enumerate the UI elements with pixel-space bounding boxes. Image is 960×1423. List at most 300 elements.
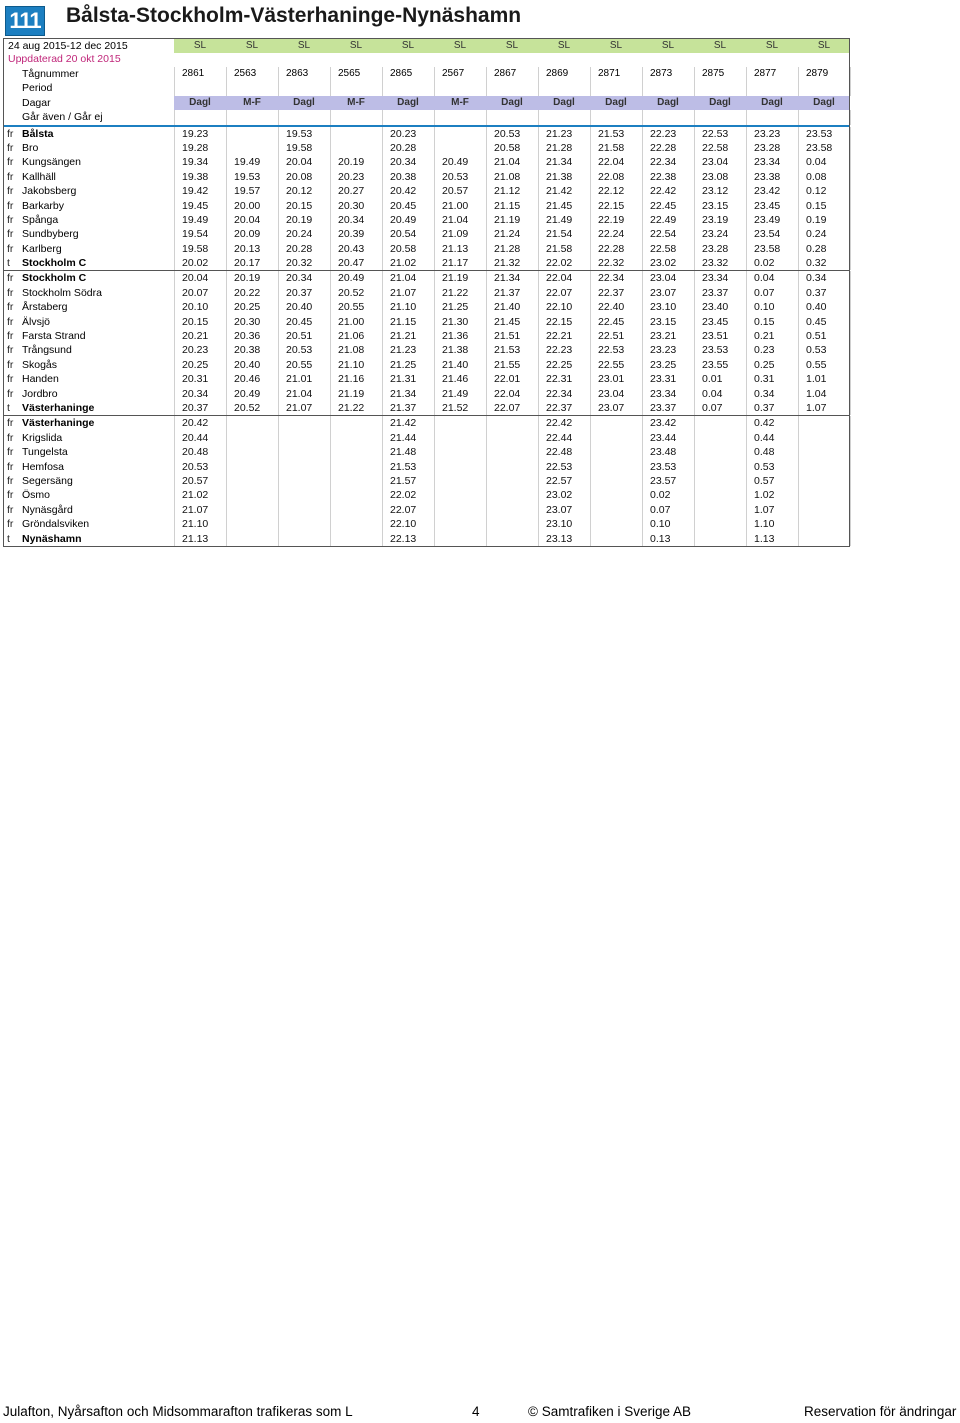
- train-number-row: [4, 67, 849, 81]
- column-divider: [330, 81, 331, 95]
- column-divider: [174, 110, 175, 124]
- column-divider: [538, 517, 539, 531]
- column-divider: [642, 81, 643, 95]
- column-divider: [850, 256, 851, 270]
- departure-time: 23.31: [650, 373, 677, 386]
- departure-time: 23.13: [546, 532, 573, 545]
- departure-time: 22.25: [546, 358, 573, 371]
- departure-time: 20.25: [234, 301, 261, 314]
- column-divider: [278, 532, 279, 546]
- column-divider: [174, 286, 175, 300]
- column-divider: [538, 503, 539, 517]
- column-divider: [538, 170, 539, 184]
- departure-time: 22.15: [598, 199, 625, 212]
- column-divider: [850, 460, 851, 474]
- arrival-departure-marker: fr: [7, 156, 14, 169]
- column-divider: [486, 460, 487, 474]
- departure-time: 20.39: [338, 228, 365, 241]
- arrival-departure-marker: fr: [7, 489, 14, 502]
- departure-time: 22.57: [546, 474, 573, 487]
- column-divider: [434, 141, 435, 155]
- departure-time: 0.53: [806, 344, 827, 357]
- station-row: [4, 532, 849, 546]
- departure-time: 21.58: [546, 242, 573, 255]
- column-divider: [694, 227, 695, 241]
- column-divider: [694, 329, 695, 343]
- departure-time: 23.15: [702, 199, 729, 212]
- departure-time: 0.44: [754, 431, 775, 444]
- departure-time: 1.04: [806, 387, 827, 400]
- column-divider: [746, 431, 747, 445]
- column-divider: [798, 488, 799, 502]
- departure-time: 19.57: [234, 185, 261, 198]
- station-name: Sundbyberg: [22, 228, 79, 241]
- operator-cell: SL: [817, 40, 831, 51]
- departure-time: 0.34: [806, 272, 827, 285]
- column-divider: [694, 199, 695, 213]
- column-divider: [694, 67, 695, 81]
- column-divider: [278, 286, 279, 300]
- column-divider: [486, 81, 487, 95]
- column-divider: [694, 372, 695, 386]
- period-label: Period: [22, 82, 53, 95]
- column-divider: [382, 227, 383, 241]
- departure-time: 23.04: [702, 156, 729, 169]
- departure-time: 22.32: [598, 257, 625, 270]
- column-divider: [174, 184, 175, 198]
- column-divider: [694, 343, 695, 357]
- column-divider: [174, 517, 175, 531]
- column-divider: [694, 271, 695, 285]
- departure-time: 0.13: [650, 532, 671, 545]
- departure-time: 20.38: [234, 344, 261, 357]
- departure-time: 0.32: [806, 257, 827, 270]
- departure-time: 23.02: [546, 489, 573, 502]
- departure-time: 22.45: [598, 315, 625, 328]
- column-divider: [278, 343, 279, 357]
- station-row: [4, 431, 849, 445]
- column-divider: [382, 127, 383, 141]
- departure-time: 0.28: [806, 242, 827, 255]
- arrival-departure-marker: fr: [7, 199, 14, 212]
- column-divider: [798, 358, 799, 372]
- column-divider: [538, 532, 539, 546]
- column-divider: [174, 387, 175, 401]
- departure-time: 21.55: [494, 358, 521, 371]
- column-divider: [798, 401, 799, 415]
- column-divider: [278, 242, 279, 256]
- arrival-departure-marker: fr: [7, 141, 14, 154]
- column-divider: [226, 242, 227, 256]
- column-divider: [798, 503, 799, 517]
- column-divider: [798, 460, 799, 474]
- train-number: 2867: [494, 68, 517, 79]
- column-divider: [278, 81, 279, 95]
- departure-time: 20.40: [286, 301, 313, 314]
- departure-time: 21.23: [546, 127, 573, 140]
- column-divider: [590, 532, 591, 546]
- train-number: 2871: [598, 68, 621, 79]
- departure-time: 21.53: [494, 344, 521, 357]
- operator-cell: SL: [765, 40, 779, 51]
- station-row: [4, 387, 849, 401]
- column-divider: [746, 199, 747, 213]
- column-divider: [174, 242, 175, 256]
- column-divider: [538, 460, 539, 474]
- days-cell: Dagl: [553, 96, 575, 108]
- column-divider: [174, 81, 175, 95]
- column-divider: [694, 155, 695, 169]
- departure-time: 0.12: [806, 185, 827, 198]
- column-divider: [694, 286, 695, 300]
- column-divider: [798, 300, 799, 314]
- column-divider: [278, 474, 279, 488]
- column-divider: [798, 170, 799, 184]
- departure-time: 0.10: [650, 518, 671, 531]
- departure-time: 23.19: [702, 213, 729, 226]
- column-divider: [486, 256, 487, 270]
- departure-time: 22.07: [546, 286, 573, 299]
- column-divider: [226, 503, 227, 517]
- departure-time: 21.31: [390, 373, 417, 386]
- departure-time: 21.10: [182, 518, 209, 531]
- column-divider: [174, 141, 175, 155]
- departure-time: 23.24: [702, 228, 729, 241]
- arrival-departure-marker: fr: [7, 474, 14, 487]
- arrival-departure-marker: fr: [7, 301, 14, 314]
- column-divider: [642, 401, 643, 415]
- column-divider: [382, 387, 383, 401]
- column-divider: [330, 358, 331, 372]
- departure-time: 23.10: [546, 518, 573, 531]
- departure-time: 20.49: [234, 387, 261, 400]
- column-divider: [226, 329, 227, 343]
- departure-time: 20.25: [182, 358, 209, 371]
- column-divider: [382, 358, 383, 372]
- days-cell: Dagl: [657, 96, 679, 108]
- column-divider: [798, 286, 799, 300]
- column-divider: [382, 242, 383, 256]
- departure-time: 23.53: [806, 127, 833, 140]
- column-divider: [382, 431, 383, 445]
- departure-time: 22.53: [546, 460, 573, 473]
- column-divider: [382, 300, 383, 314]
- column-divider: [174, 127, 175, 141]
- column-divider: [486, 184, 487, 198]
- arrival-departure-marker: fr: [7, 431, 14, 444]
- column-divider: [850, 532, 851, 546]
- updated-row: [4, 53, 849, 67]
- station-row: [4, 242, 849, 256]
- column-divider: [798, 271, 799, 285]
- column-divider: [694, 474, 695, 488]
- column-divider: [538, 141, 539, 155]
- column-divider: [798, 199, 799, 213]
- departure-time: 0.15: [754, 315, 775, 328]
- days-cell: Dagl: [761, 96, 783, 108]
- departure-time: 20.04: [234, 213, 261, 226]
- departure-time: 1.02: [754, 489, 775, 502]
- departure-time: 22.34: [598, 272, 625, 285]
- column-divider: [590, 300, 591, 314]
- departure-time: 22.48: [546, 446, 573, 459]
- column-divider: [746, 271, 747, 285]
- departure-time: 23.07: [598, 401, 625, 414]
- departure-time: 22.42: [546, 417, 573, 430]
- departure-time: 20.31: [182, 373, 209, 386]
- column-divider: [486, 474, 487, 488]
- departure-time: 23.25: [650, 358, 677, 371]
- departure-time: 20.51: [286, 330, 313, 343]
- page-title: Bålsta-Stockholm-Västerhaninge-Nynäshamn: [66, 4, 522, 27]
- column-divider: [434, 329, 435, 343]
- column-divider: [642, 416, 643, 430]
- departure-time: 22.10: [546, 301, 573, 314]
- column-divider: [226, 127, 227, 141]
- column-divider: [330, 127, 331, 141]
- train-number: 2865: [390, 68, 413, 79]
- days-cell: Dagl: [709, 96, 731, 108]
- departure-time: 0.53: [754, 460, 775, 473]
- departure-time: 23.45: [754, 199, 781, 212]
- column-divider: [434, 532, 435, 546]
- arrival-departure-marker: fr: [7, 272, 14, 285]
- departure-time: 20.42: [182, 417, 209, 430]
- column-divider: [850, 300, 851, 314]
- column-divider: [538, 127, 539, 141]
- column-divider: [278, 170, 279, 184]
- column-divider: [746, 110, 747, 124]
- station-name: Tungelsta: [22, 446, 68, 459]
- column-divider: [486, 329, 487, 343]
- train-number: 2567: [442, 68, 465, 79]
- column-divider: [174, 431, 175, 445]
- departure-time: 21.04: [442, 213, 469, 226]
- column-divider: [486, 431, 487, 445]
- departure-time: 23.37: [702, 286, 729, 299]
- column-divider: [174, 256, 175, 270]
- column-divider: [538, 315, 539, 329]
- departure-time: 22.12: [598, 185, 625, 198]
- station-row: [4, 184, 849, 198]
- column-divider: [746, 445, 747, 459]
- column-divider: [278, 372, 279, 386]
- departure-time: 20.27: [338, 185, 365, 198]
- column-divider: [278, 315, 279, 329]
- departure-time: 0.10: [754, 301, 775, 314]
- departure-time: 22.28: [598, 242, 625, 255]
- column-divider: [226, 184, 227, 198]
- departure-time: 23.21: [650, 330, 677, 343]
- column-divider: [486, 199, 487, 213]
- column-divider: [226, 358, 227, 372]
- departure-time: 21.23: [390, 344, 417, 357]
- column-divider: [434, 199, 435, 213]
- departure-time: 20.42: [390, 185, 417, 198]
- train-number: 2873: [650, 68, 673, 79]
- column-divider: [278, 401, 279, 415]
- column-divider: [278, 256, 279, 270]
- departure-time: 0.45: [806, 315, 827, 328]
- column-divider: [330, 503, 331, 517]
- departure-time: 20.34: [286, 272, 313, 285]
- departure-time: 21.57: [390, 474, 417, 487]
- column-divider: [330, 460, 331, 474]
- column-divider: [382, 401, 383, 415]
- station-row: [4, 358, 849, 372]
- column-divider: [850, 401, 851, 415]
- departure-time: 23.51: [702, 330, 729, 343]
- departure-time: 1.07: [754, 503, 775, 516]
- departure-time: 19.23: [182, 127, 209, 140]
- departure-time: 21.07: [182, 503, 209, 516]
- column-divider: [434, 184, 435, 198]
- column-divider: [746, 256, 747, 270]
- departure-time: 23.48: [650, 446, 677, 459]
- column-divider: [798, 372, 799, 386]
- column-divider: [694, 315, 695, 329]
- column-divider: [642, 227, 643, 241]
- column-divider: [486, 213, 487, 227]
- arrival-departure-marker: fr: [7, 518, 14, 531]
- column-divider: [538, 372, 539, 386]
- departure-time: 21.00: [442, 199, 469, 212]
- departure-time: 21.32: [494, 257, 521, 270]
- column-divider: [746, 127, 747, 141]
- departure-time: 23.02: [650, 257, 677, 270]
- departure-time: 20.37: [286, 286, 313, 299]
- column-divider: [590, 141, 591, 155]
- departure-time: 20.19: [338, 156, 365, 169]
- departure-time: 0.48: [754, 446, 775, 459]
- departure-time: 0.23: [754, 344, 775, 357]
- column-divider: [694, 401, 695, 415]
- column-divider: [434, 227, 435, 241]
- column-divider: [850, 474, 851, 488]
- departure-time: 23.37: [650, 401, 677, 414]
- departure-time: 21.13: [182, 532, 209, 545]
- station-row: [4, 199, 849, 213]
- departure-time: 20.57: [182, 474, 209, 487]
- departure-time: 23.07: [650, 286, 677, 299]
- departure-time: 21.19: [442, 272, 469, 285]
- column-divider: [174, 170, 175, 184]
- column-divider: [174, 343, 175, 357]
- departure-time: 22.07: [494, 401, 521, 414]
- column-divider: [642, 358, 643, 372]
- column-divider: [746, 460, 747, 474]
- arrival-departure-marker: fr: [7, 344, 14, 357]
- departure-time: 21.04: [494, 156, 521, 169]
- column-divider: [434, 343, 435, 357]
- column-divider: [226, 213, 227, 227]
- departure-time: 20.43: [338, 242, 365, 255]
- departure-time: 20.10: [182, 301, 209, 314]
- column-divider: [538, 256, 539, 270]
- station-name: Jordbro: [22, 387, 58, 400]
- column-divider: [746, 372, 747, 386]
- column-divider: [486, 401, 487, 415]
- departure-time: 23.34: [650, 387, 677, 400]
- column-divider: [382, 372, 383, 386]
- column-divider: [382, 517, 383, 531]
- column-divider: [278, 199, 279, 213]
- column-divider: [694, 213, 695, 227]
- column-divider: [798, 445, 799, 459]
- column-divider: [226, 372, 227, 386]
- column-divider: [694, 141, 695, 155]
- column-divider: [226, 199, 227, 213]
- column-divider: [538, 431, 539, 445]
- column-divider: [850, 286, 851, 300]
- column-divider: [746, 401, 747, 415]
- departure-time: 20.58: [390, 242, 417, 255]
- departure-time: 20.17: [234, 257, 261, 270]
- departure-time: 20.30: [234, 315, 261, 328]
- station-name: Bålsta: [22, 127, 54, 140]
- column-divider: [434, 474, 435, 488]
- departure-time: 23.53: [702, 344, 729, 357]
- column-divider: [590, 358, 591, 372]
- column-divider: [330, 213, 331, 227]
- departure-time: 0.15: [806, 199, 827, 212]
- column-divider: [642, 372, 643, 386]
- departure-time: 22.21: [546, 330, 573, 343]
- station-row: [4, 270, 849, 285]
- column-divider: [538, 387, 539, 401]
- column-divider: [746, 227, 747, 241]
- station-name: Karlberg: [22, 242, 62, 255]
- column-divider: [642, 271, 643, 285]
- footer-note: Julafton, Nyårsafton och Midsommarafton trafikeras som L: [3, 1404, 353, 1419]
- departure-time: 21.22: [442, 286, 469, 299]
- departure-time: 19.58: [182, 242, 209, 255]
- departure-time: 0.08: [806, 170, 827, 183]
- column-divider: [590, 343, 591, 357]
- departure-time: 22.08: [598, 170, 625, 183]
- arrival-departure-marker: fr: [7, 358, 14, 371]
- column-divider: [434, 271, 435, 285]
- column-divider: [590, 199, 591, 213]
- column-divider: [278, 127, 279, 141]
- column-divider: [434, 445, 435, 459]
- column-divider: [226, 67, 227, 81]
- arrival-departure-marker: fr: [7, 242, 14, 255]
- column-divider: [486, 67, 487, 81]
- column-divider: [382, 488, 383, 502]
- column-divider: [278, 416, 279, 430]
- column-divider: [278, 213, 279, 227]
- station-row: [4, 141, 849, 155]
- departure-time: 23.15: [650, 315, 677, 328]
- departure-time: 21.30: [442, 315, 469, 328]
- departure-time: 21.37: [390, 401, 417, 414]
- column-divider: [590, 81, 591, 95]
- column-divider: [486, 155, 487, 169]
- column-divider: [330, 387, 331, 401]
- column-divider: [798, 213, 799, 227]
- column-divider: [538, 488, 539, 502]
- departure-time: 20.04: [182, 272, 209, 285]
- column-divider: [382, 184, 383, 198]
- train-number: 2565: [338, 68, 361, 79]
- column-divider: [746, 416, 747, 430]
- column-divider: [850, 329, 851, 343]
- departure-time: 20.55: [286, 358, 313, 371]
- departure-time: 21.53: [598, 127, 625, 140]
- column-divider: [330, 445, 331, 459]
- column-divider: [642, 184, 643, 198]
